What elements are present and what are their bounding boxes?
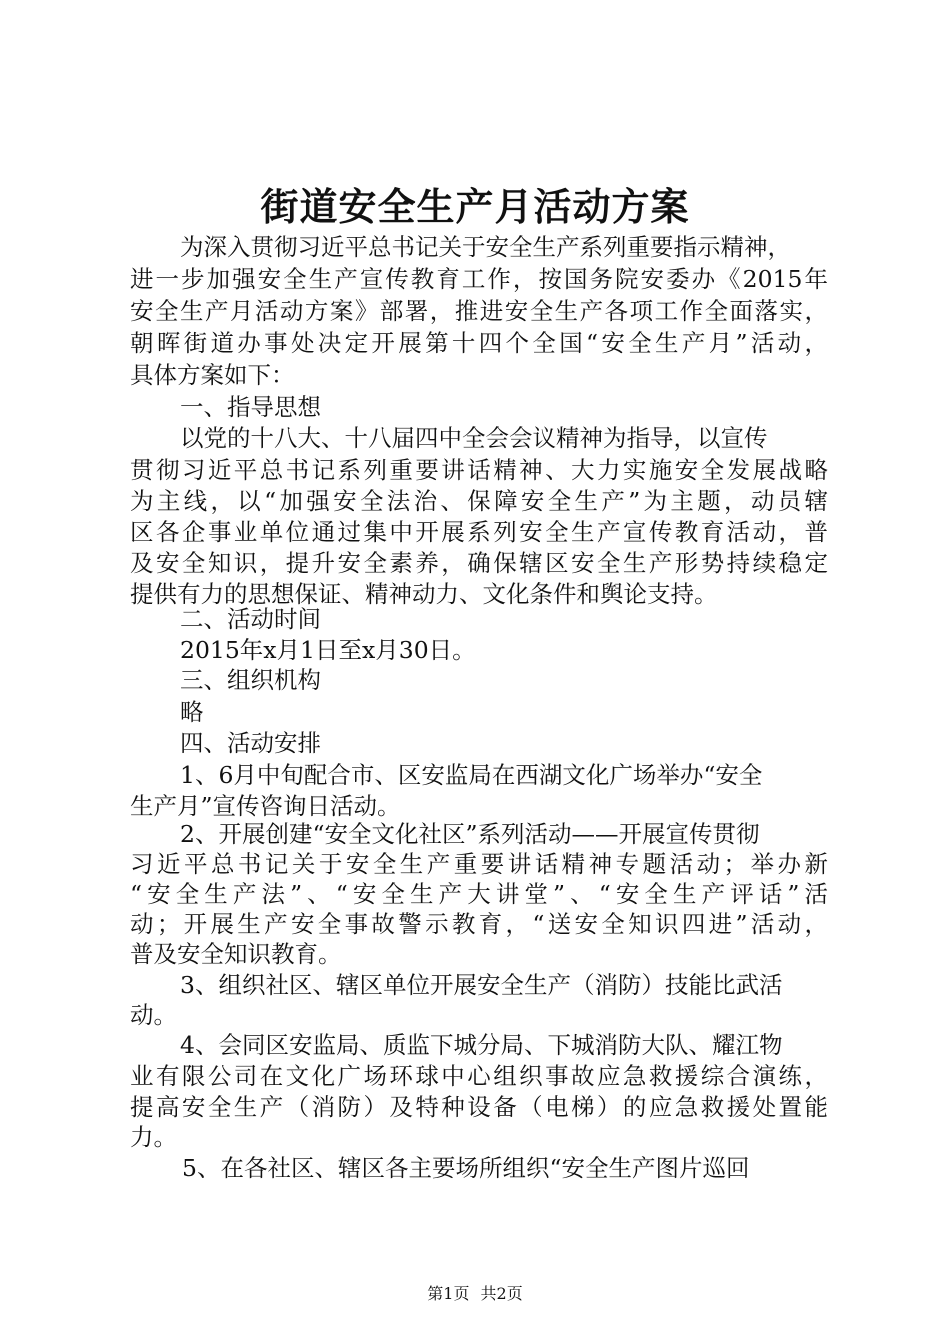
- body-line: 4、会同区安监局、质监下城分局、下城消防大队、耀江物: [180, 1031, 783, 1059]
- body-line: 及安全知识，提升安全素养，确保辖区安全生产形势持续稳定: [130, 549, 828, 577]
- body-line: 进一步加强安全生产宣传教育工作，按国务院安委办《2015年: [130, 265, 828, 293]
- body-line: 生产月”宣传咨询日活动。: [130, 792, 401, 820]
- body-line: 1、6月中旬配合市、区安监局在西湖文化广场举办“安全: [180, 761, 763, 789]
- body-line: 一、指导思想: [180, 393, 321, 421]
- body-line: 安全生产月活动方案》部署，推进安全生产各项工作全面落实，: [130, 297, 828, 325]
- body-line: 二、活动时间: [180, 605, 321, 633]
- document-title: 街道安全生产月活动方案: [260, 184, 690, 229]
- body-line: 提高安全生产（消防）及特种设备（电梯）的应急救援处置能: [130, 1093, 828, 1121]
- body-line: 2015年x月1日至x月30日。: [180, 636, 476, 664]
- body-line: 为主线，以“加强安全法治、保障安全生产”为主题，动员辖: [130, 487, 828, 515]
- body-line: 动。: [130, 1001, 177, 1029]
- body-line: 为深入贯彻习近平总书记关于安全生产系列重要指示精神，: [180, 233, 791, 261]
- page-footer: [0, 1283, 950, 1305]
- body-line: 力。: [130, 1123, 177, 1151]
- body-line: 提供有力的思想保证、精神动力、文化条件和舆论支持。: [130, 580, 718, 608]
- body-line: 动；开展生产安全事故警示教育，“送安全知识四进”活动，: [130, 910, 828, 938]
- body-line: 区各企事业单位通过集中开展系列安全生产宣传教育活动，普: [130, 518, 828, 546]
- body-line: 5、在各社区、辖区各主要场所组织“安全生产图片巡回: [182, 1154, 750, 1182]
- body-line: “安全生产法”、“安全生产大讲堂”、“安全生产评话”活: [130, 880, 828, 908]
- body-line: 以党的十八大、十八届四中全会会议精神为指导，以宣传: [180, 424, 768, 452]
- body-line: 3、组织社区、辖区单位开展安全生产（消防）技能比武活: [180, 971, 783, 999]
- body-line: 习近平总书记关于安全生产重要讲话精神专题活动；举办新: [130, 850, 828, 878]
- page-number: 第1页: [427, 1284, 470, 1303]
- body-line: 普及安全知识教育。: [130, 940, 342, 968]
- body-line: 四、活动安排: [180, 729, 321, 757]
- body-line: 略: [180, 698, 204, 726]
- body-line: 业有限公司在文化广场环球中心组织事故应急救援综合演练，: [130, 1062, 828, 1090]
- body-line: 贯彻习近平总书记系列重要讲话精神、大力实施安全发展战略: [130, 456, 828, 484]
- body-line: 三、组织机构: [180, 666, 321, 694]
- body-line: 2、开展创建“安全文化社区”系列活动——开展宣传贯彻: [180, 820, 760, 848]
- page-total: 共2页: [480, 1284, 523, 1303]
- body-line: 朝晖街道办事处决定开展第十四个全国“安全生产月”活动，: [130, 329, 828, 357]
- body-line: 具体方案如下：: [130, 361, 295, 389]
